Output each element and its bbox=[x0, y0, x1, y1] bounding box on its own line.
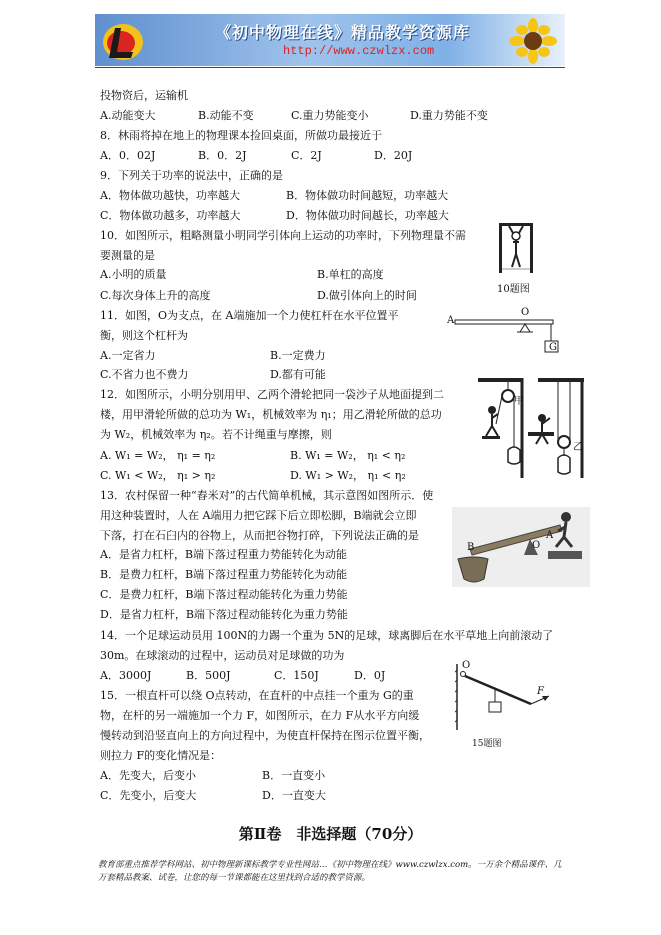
text-line: 8．林雨将掉在地上的物理课本捡回桌面，所做功最接近于 bbox=[100, 129, 382, 142]
text-line: 14．一个足球运动员用 100N的力踢一个重为 5N的足球，球离脚后在水平草地上向前滚动了 bbox=[100, 629, 554, 642]
figure-10-label: 10题图 bbox=[497, 284, 530, 295]
text-line: D．20J bbox=[374, 149, 413, 162]
text-line: B.一定费力 bbox=[270, 349, 326, 362]
figure-13-label-O: O bbox=[532, 540, 541, 551]
text-line: C. W₁ < W₂， η₁ > η₂ bbox=[100, 469, 216, 482]
text-line: 下落，打在石臼内的谷物上，从而把谷物打碎，下列说法正确的是 bbox=[100, 529, 419, 542]
text-line: 13．农村保留一种“舂米对”的古代简单机械，其示意图如图所示．使 bbox=[100, 489, 434, 502]
text-line: A．先变大，后变小 bbox=[100, 769, 196, 782]
text-line: D．0J bbox=[354, 669, 386, 682]
figure-11-lever bbox=[445, 303, 565, 355]
text-line: B．是费力杠杆，B端下落过程重力势能转化为动能 bbox=[100, 568, 348, 581]
figure-13-label-A: A bbox=[546, 530, 554, 541]
text-line: 物，在杆的另一端施加一个力 F，如图所示，在力 F从水平方向缓 bbox=[100, 709, 420, 722]
text-line: A．是省力杠杆，B端下落过程重力势能转化为动能 bbox=[100, 548, 348, 561]
text-line: 12．如图所示，小明分别用甲、乙两个滑轮把同一袋沙子从地面提到二 bbox=[100, 388, 444, 401]
text-line: D．物体做功时间越长，功率越大 bbox=[286, 209, 449, 222]
text-line: A.小明的质量 bbox=[100, 268, 167, 281]
text-line: 要测量的是 bbox=[100, 249, 155, 262]
text-line: A．物体做功越快，功率越大 bbox=[100, 189, 240, 202]
text-line: D．是省力杠杆，B端下落过程动能转化为重力势能 bbox=[100, 608, 348, 621]
text-line: C．先变小，后变大 bbox=[100, 789, 197, 802]
text-line: 衡，则这个杠杆为 bbox=[100, 329, 188, 342]
text-line: C．2J bbox=[291, 149, 322, 162]
text-line: C．150J bbox=[274, 669, 319, 682]
text-line: A.动能变大 bbox=[100, 109, 156, 122]
text-line: D．一直变大 bbox=[262, 789, 326, 802]
text-line: B．一直变小 bbox=[262, 769, 326, 782]
text-line: A.一定省力 bbox=[100, 349, 156, 362]
text-line: A．3000J bbox=[100, 669, 152, 682]
text-line: 为 W₂，机械效率为 η₂。若不计绳重与摩擦，则 bbox=[100, 428, 332, 441]
site-logo-icon bbox=[99, 16, 147, 64]
text-line: D. W₁ > W₂， η₁ < η₂ bbox=[290, 469, 406, 482]
figure-15-label-O: O bbox=[462, 660, 471, 671]
text-line: 15．一根直杆可以绕 O点转动，在直杆的中点挂一个重为 G的重 bbox=[100, 689, 414, 702]
text-line: D.做引体向上的时间 bbox=[317, 289, 417, 302]
figure-13-label-B: B bbox=[467, 542, 475, 553]
header-banner bbox=[95, 14, 565, 66]
text-line: A. W₁ = W₂， η₁ = η₂ bbox=[100, 449, 216, 462]
figure-15-label: 15题图 bbox=[472, 739, 502, 749]
text-line: D.都有可能 bbox=[270, 368, 326, 381]
text-line: D.重力势能不变 bbox=[410, 109, 488, 122]
text-line: 则拉力 F的变化情况是： bbox=[100, 749, 222, 762]
text-line: 慢转动到沿竖直向上的方向过程中，为使直杆保持在图示位置平衡， bbox=[100, 729, 430, 742]
text-line: C．是费力杠杆，B端下落过程动能转化为重力势能 bbox=[100, 588, 348, 601]
text-line: 9．下列关于功率的说法中，正确的是 bbox=[100, 169, 283, 182]
figure-12-label-yi: 乙 bbox=[573, 442, 583, 453]
text-line: 投物资后，运输机 bbox=[100, 89, 188, 102]
header-title: 《初中物理在线》精品教学资源库 bbox=[215, 23, 471, 42]
text-line: 用这种装置时，人在 A端用力把它踩下后立即松脚，B端就会立即 bbox=[100, 509, 417, 522]
figure-11-label-A: A bbox=[447, 315, 455, 326]
text-line: B．500J bbox=[186, 669, 231, 682]
text-line: B．0．2J bbox=[198, 149, 247, 162]
figure-15-label-F: F bbox=[537, 686, 544, 697]
text-line: 楼，用甲滑轮所做的总功为 W₁，机械效率为 η₁；用乙滑轮所做的总功 bbox=[100, 408, 442, 421]
sunflower-icon bbox=[507, 18, 559, 64]
section-title: 第Ⅱ卷 非选择题（70分） bbox=[238, 825, 423, 843]
text-line: B．物体做功时间越短，功率越大 bbox=[286, 189, 449, 202]
figure-12-label-jia: 甲 bbox=[514, 396, 524, 407]
figure-10-pullup bbox=[497, 221, 535, 273]
figure-11-label-O: O bbox=[521, 307, 530, 318]
figure-11-label-G: G bbox=[549, 342, 557, 353]
text-line: B.动能不变 bbox=[198, 109, 254, 122]
header-divider bbox=[95, 67, 565, 68]
text-line: A．0．02J bbox=[100, 149, 156, 162]
text-line: C.每次身体上升的高度 bbox=[100, 289, 211, 302]
text-line: 30m。在球滚动的过程中，运动员对足球做的功为 bbox=[100, 649, 345, 662]
text-line: C.重力势能变小 bbox=[291, 109, 369, 122]
text-line: B.单杠的高度 bbox=[317, 268, 384, 281]
text-line: B. W₁ = W₂， η₁ < η₂ bbox=[290, 449, 406, 462]
header-url[interactable]: http://www.czwlzx.com bbox=[283, 44, 435, 58]
footer-text: 教育部重点推荐学科网站、初中物理新课标教学专业性网站…《初中物理在线》www.czwlzx.com。一万余个精品课件、几万套精品教案、试卷，让您的每一节课都能在这里找到合适的教学资源。 bbox=[98, 860, 562, 883]
text-line: 10．如图所示，粗略测量小明同学引体向上运动的功率时，下列物理量不需 bbox=[100, 229, 466, 242]
figure-12-pulleys bbox=[478, 378, 586, 480]
text-line: C．物体做功越多，功率越大 bbox=[100, 209, 241, 222]
text-line: 11．如图，O为支点，在 A端施加一个力使杠杆在水平位置平 bbox=[100, 309, 399, 322]
text-line: C.不省力也不费力 bbox=[100, 368, 189, 381]
